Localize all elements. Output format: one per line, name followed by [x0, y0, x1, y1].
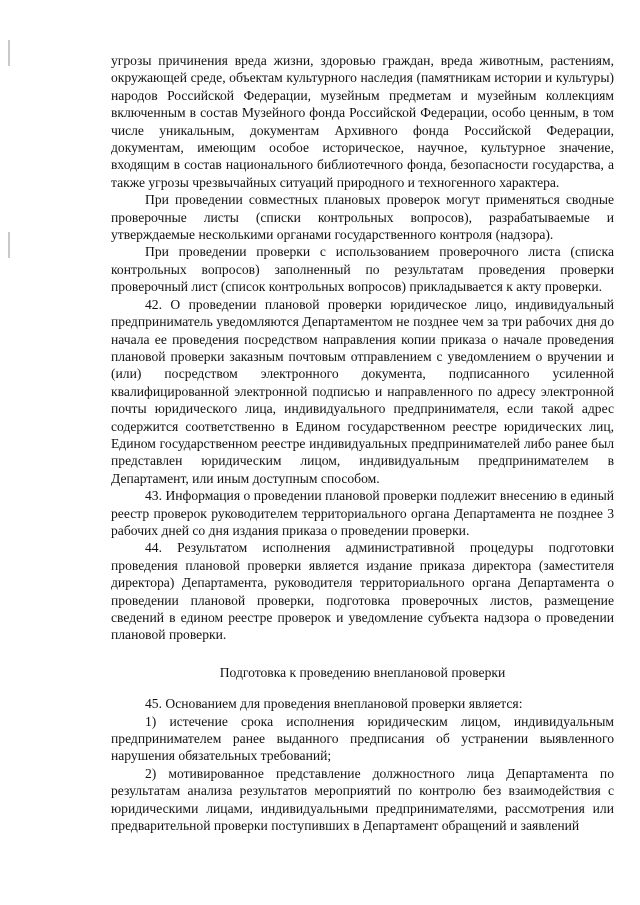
document-body [111, 52, 614, 834]
paragraph-44: 44. Результатом исполнения административной процедуры подготовки проведения плановой проверки является издание приказа директора (заместителя директора) Департамента, руководителя территориального органа Департамента о проведении плановой проверки, подготовка проверочных листов, размещение сведений в едином реестре проверок и уведомление субъекта надзора о проведении плановой проверки. [111, 540, 614, 643]
scan-artifact [8, 40, 10, 66]
paragraph-joint-inspections: При проведении совместных плановых проверок могут применяться сводные проверочные листы (списки контрольных вопросов), разрабатываемые и утверждаемые несколькими органами государственного контроля (надзора). [111, 192, 614, 243]
paragraph-45-item-2: 2) мотивированное представление должностного лица Департамента по результатам анализа результатов мероприятий по контролю без взаимодействия с юридическими лицами, индивидуальными предпринимателями, рассмотрения или предварительной проверки поступивших в Департамент обращений и заявлений [111, 765, 614, 834]
paragraph-checklist: При проведении проверки с использованием проверочного листа (списка контрольных вопросов) заполненный по результатам проведения проверки проверочный лист (список контрольных вопросов) прикладывается к акту проверки. [111, 244, 614, 295]
paragraph-45: 45. Основанием для проведения внеплановой проверки является: [145, 696, 523, 712]
paragraph-45-item-1: 1) истечение срока исполнения юридическим лицом, индивидуальным предпринимателем ранее выданного предписания об устранении выявленного нарушения обязательных требований; [111, 713, 614, 764]
paragraph-43: 43. Информация о проведении плановой проверки подлежит внесению в единый реестр проверок руководителем территориального органа Департамента не позднее 3 рабочих дней со дня издания приказа о проведении проверки. [111, 488, 614, 538]
scan-artifact [8, 232, 10, 258]
paragraph-continuation: угрозы причинения вреда жизни, здоровью граждан, вреда животным, растениям, окружающей среде, объектам культурного наследия (памятникам истории и культуры) народов Российской Федерации, музейным предметам и музейным коллекциям включенным в состав Музейного фонда Российской Федерации, особо ценным, в том числе уникальным, документам Архивного фонда Российской Федерации, документам, имеющим особое историческое, научное, культурное значение, входящим в состав национального библиотечного фонда, безопасности государства, а также угрозы чрезвычайных ситуаций природного и техногенного характера. [111, 53, 614, 190]
paragraph-42: 42. О проведении плановой проверки юридическое лицо, индивидуальный предприниматель уведомляются Департаментом не позднее чем за три рабочих дня до начала ее проведения посредством направления копии приказа о начале проведения плановой проверки заказным почтовым отправлением с уведомлением о вручении и (или) посредством электронного документа, подписанного усиленной квалифицированной электронной подписью и направленного по адресу электронной почты юридического лица, индивидуального предпринимателя, если такой адрес содержится соответственно в Едином государственном реестре юридических лиц, Едином государственном реестре индивидуальных предпринимателей либо ранее был представлен юридическим лицом, индивидуальным предпринимателем в Департамент, или иным доступным способом. [111, 296, 614, 486]
section-heading: Подготовка к проведению внеплановой проверки [219, 664, 506, 680]
